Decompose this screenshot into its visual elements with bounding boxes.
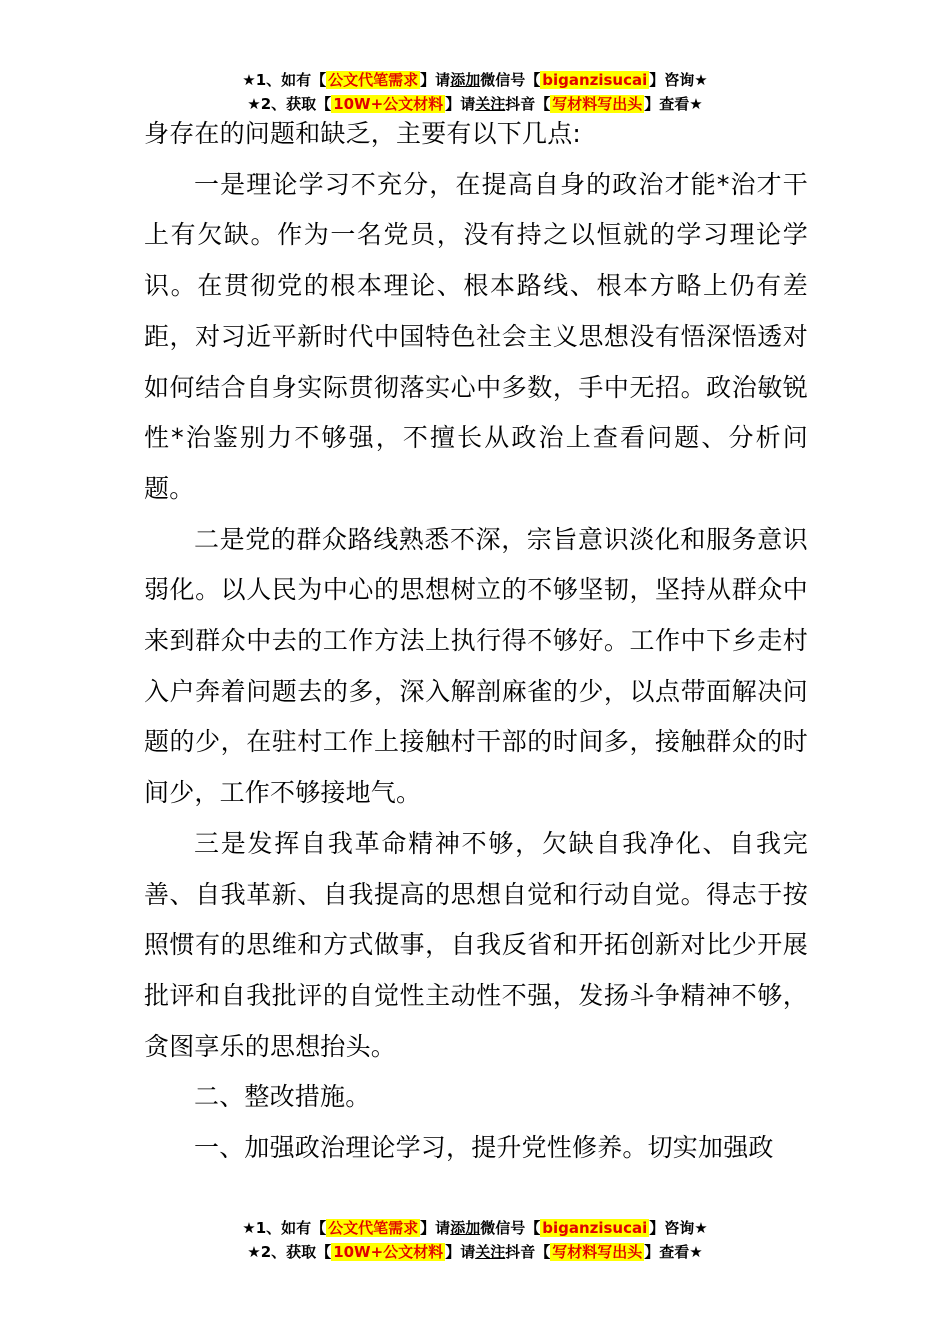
- paragraph-intro: 身存在的问题和缺乏，主要有以下几点:: [144, 119, 582, 148]
- underlined-word: 添加: [450, 1219, 481, 1237]
- banner-line-1: [0, 1216, 950, 1240]
- banner-text: 微信号【: [480, 1219, 541, 1237]
- underlined-word: 关注: [475, 1243, 506, 1261]
- highlight-douyin-account: 写材料写出头: [552, 95, 643, 113]
- banner-line-2: [0, 1240, 950, 1264]
- banner-text: 】查看★: [644, 1243, 703, 1261]
- highlight-materials: 10W+公文材料: [333, 1243, 444, 1261]
- banner-text: 】咨询★: [649, 71, 708, 89]
- banner-text: 】请: [420, 71, 451, 89]
- paragraph-measure-1: 一、加强政治理论学习，提升党性修养。切实加强政: [194, 1133, 774, 1163]
- banner-text: 】请: [445, 1243, 476, 1261]
- banner-text: ★2、获取【: [247, 95, 332, 113]
- highlight-wechat-id: biganzisucai: [542, 1219, 648, 1237]
- banner-line-1: [0, 68, 950, 92]
- highlight-wechat-id: biganzisucai: [542, 71, 648, 89]
- paragraph-point-2: 二是党的群众路线熟悉不深，宗旨意识淡化和服务意识弱化。以人民为中心的思想树立的不够坚韧，坚持从群众中来到群众中去的工作方法上执行得不够好。工作中下乡走村入户奔着问题去的多，深入解剖麻雀的少，以点带面解决问题的少，在驻村工作上接触村干部的时间多，接触群众的时间少，工作不够接地气。: [144, 524, 808, 808]
- banner-text: 】请: [445, 95, 476, 113]
- banner-text: 】请: [420, 1219, 451, 1237]
- banner-text: ★2、获取【: [247, 1243, 332, 1261]
- underlined-word: 添加: [450, 71, 481, 89]
- highlight-materials: 10W+公文材料: [333, 95, 444, 113]
- highlight-service: 公文代笔需求: [328, 1219, 419, 1237]
- paragraph-point-3: 三是发挥自我革命精神不够，欠缺自我净化、自我完善、自我革新、自我提高的思想自觉和行动自觉。得志于按照惯有的思维和方式做事，自我反省和开拓创新对比少开展批评和自我批评的自觉性主动性不强，发扬斗争精神不够，贪图享乐的思想抬头。: [144, 828, 808, 1061]
- banner-text: 】咨询★: [649, 1219, 708, 1237]
- highlight-service: 公文代笔需求: [328, 71, 419, 89]
- section-heading: 二、整改措施。: [194, 1082, 371, 1112]
- banner-text: 】查看★: [644, 95, 703, 113]
- banner-text: 抖音【: [505, 1243, 551, 1261]
- underlined-word: 关注: [475, 95, 506, 113]
- document-body: [144, 109, 808, 1174]
- footer-banner: [0, 1216, 950, 1264]
- paragraph-point-1: 一是理论学习不充分，在提高自身的政治才能*治才干上有欠缺。作为一名党员，没有持之以恒就的学习理论学识。在贯彻党的根本理论、根本路线、根本方略上仍有差距，对习近平新时代中国特色社会主义思想没有悟深悟透对如何结合自身实际贯彻落实心中多数，手中无招。政治敏锐性*治鉴别力不够强，不擅长从政治上查看问题、分析问题。: [144, 169, 808, 503]
- banner-text: ★1、如有【: [242, 71, 327, 89]
- highlight-douyin-account: 写材料写出头: [552, 1243, 643, 1261]
- banner-text: 抖音【: [505, 95, 551, 113]
- banner-text: 微信号【: [480, 71, 541, 89]
- banner-text: ★1、如有【: [242, 1219, 327, 1237]
